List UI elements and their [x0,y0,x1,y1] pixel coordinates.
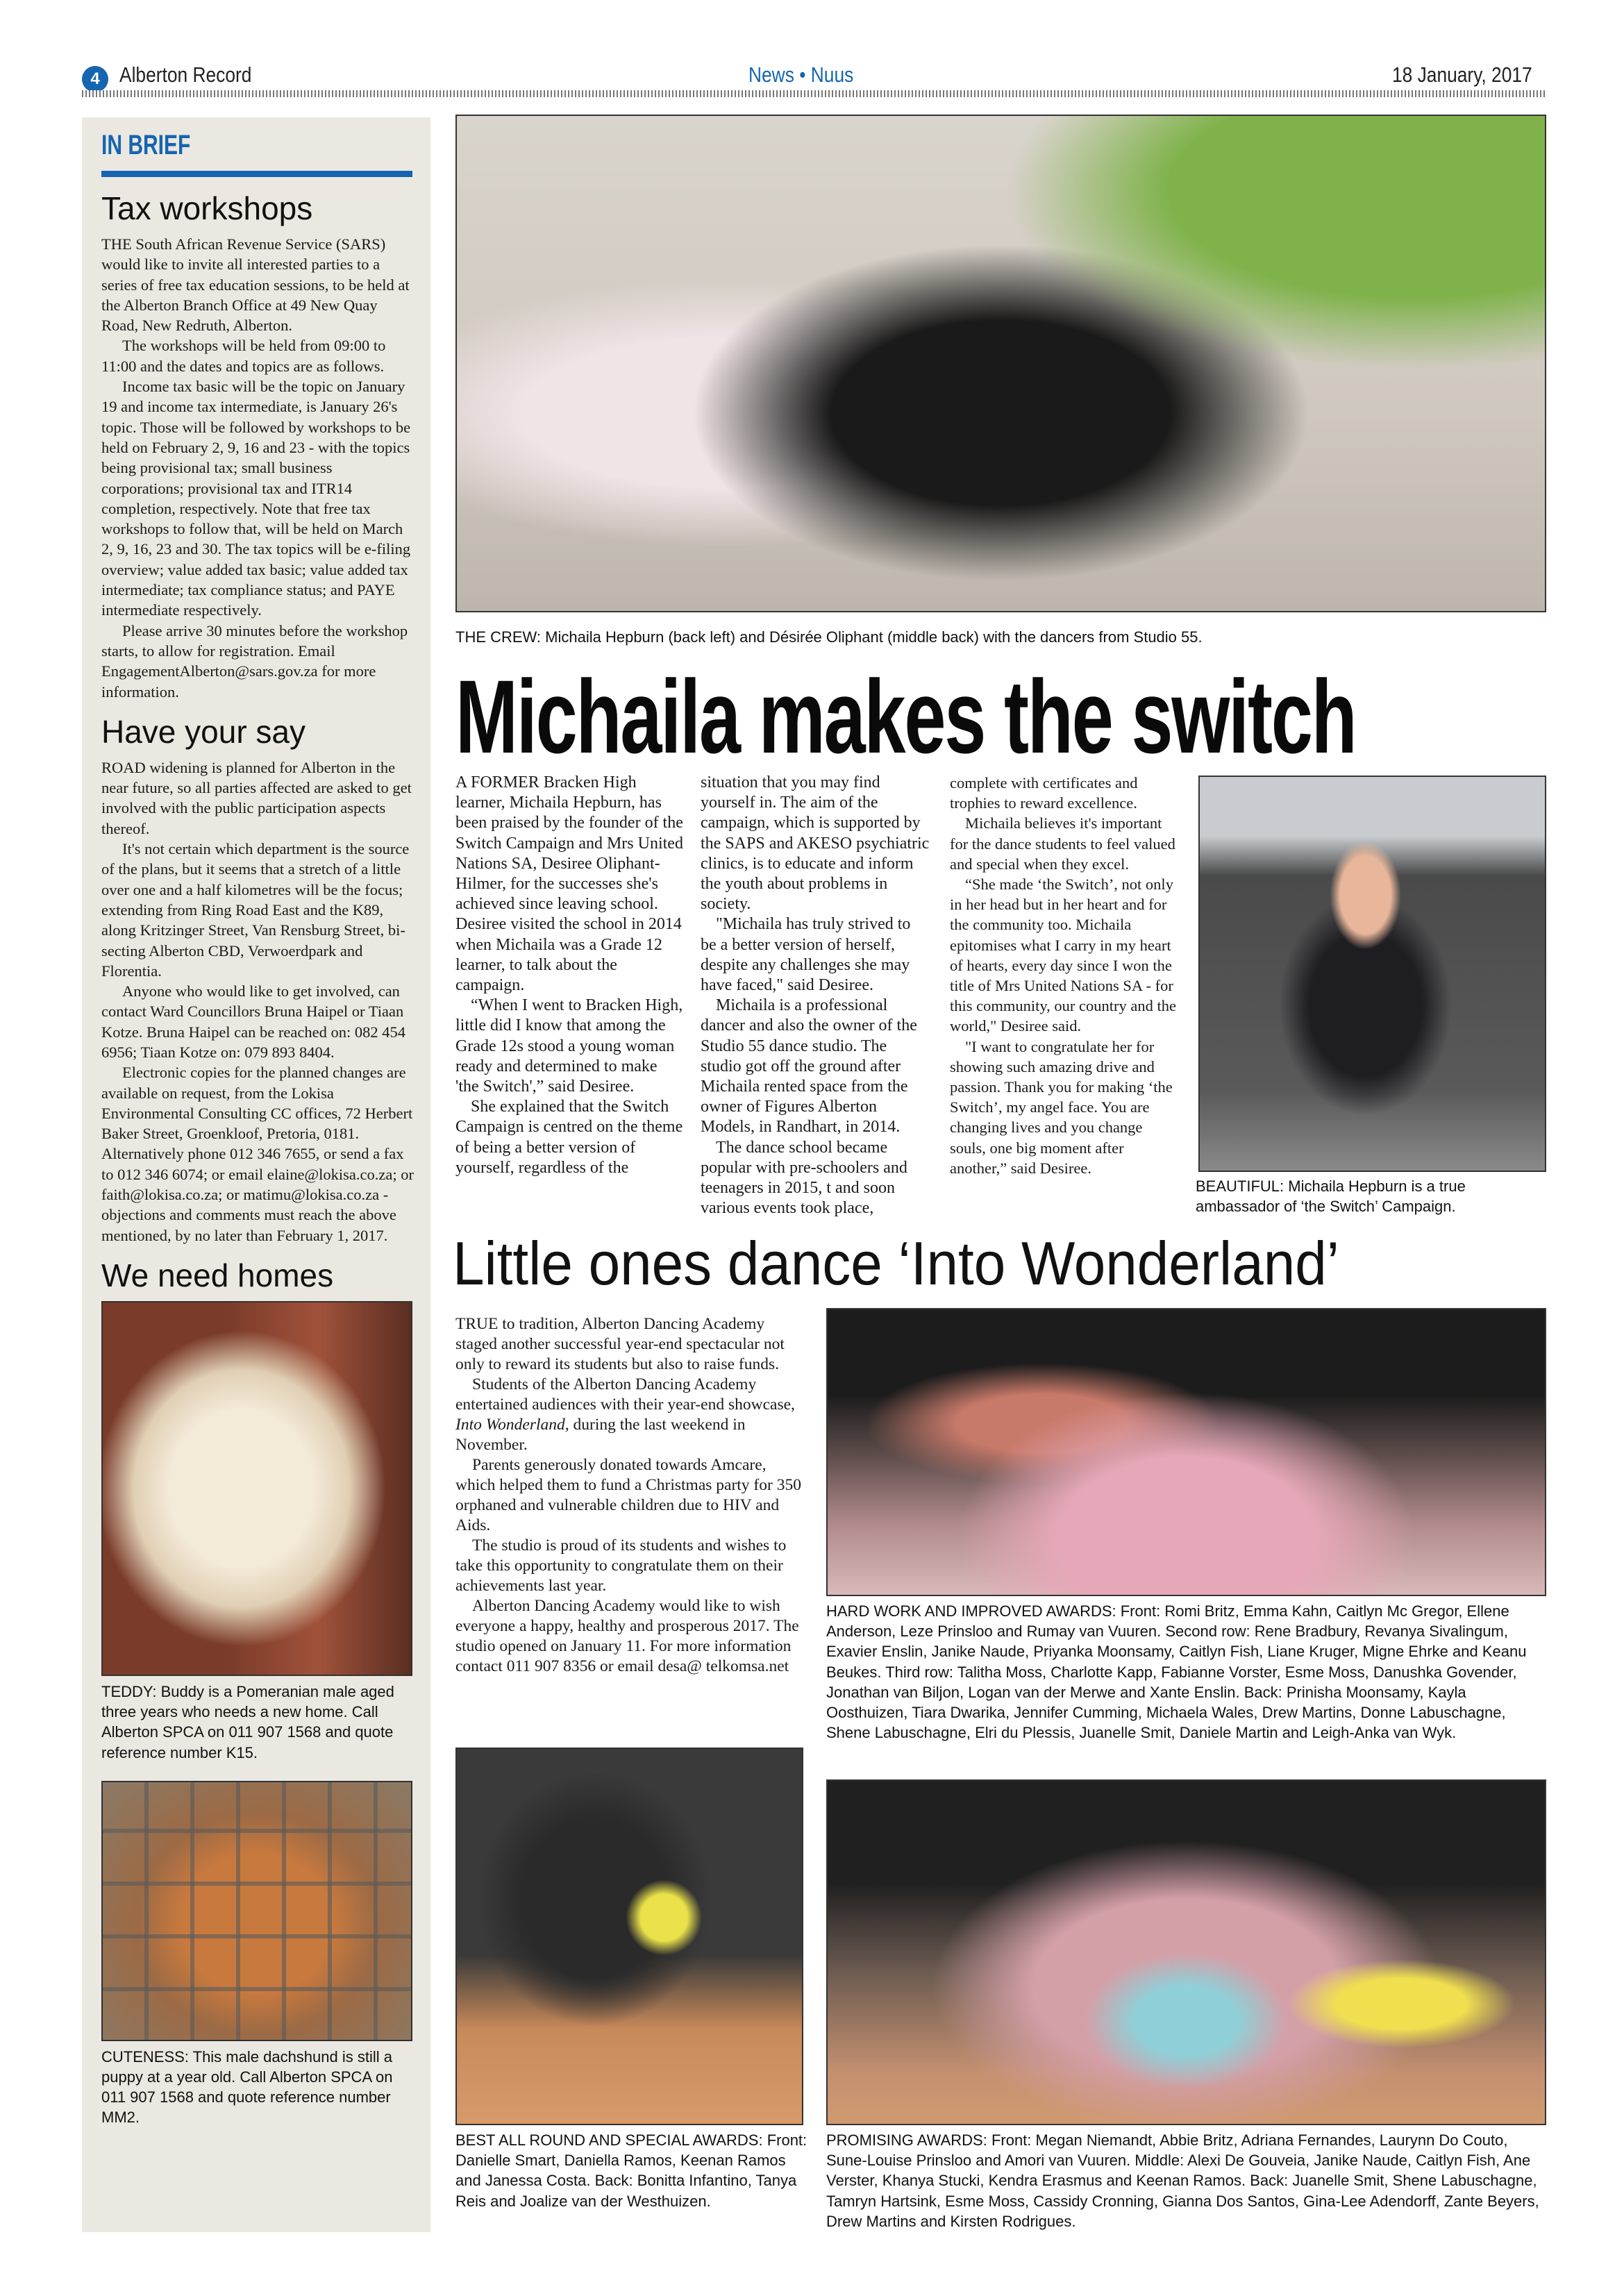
paragraph: A FORMER Bracken High learner, Michaila Hepburn, has been praised by the founder of the Switch Campaign and Mrs United Nations SA, Desiree Oliphant-Hilmer, for the successes she's achieved since leaving school. Desiree visited the school in 2014 when Michaila was a Grade 12 learner, to talk about the campaign. [455,773,683,995]
text: during the last weekend in November. [455,1416,746,1454]
wonderland-headline: Little ones dance ‘Into Wonderland’ [453,1229,1339,1298]
paragraph: She explained that the Switch Campaign is centred on the theme of being a better version of yourself, regardless of the [455,1098,683,1177]
tax-workshops-body [101,234,415,702]
paragraph [455,1375,803,1455]
promising-caption: PROMISING AWARDS: Front: Megan Niemandt, Abbie Britz, Adriana Fernandes, Laurynn Do Couto, Sune-Louise Prinsloo and Amori van Vuuren. Middle: Alexi De Gouveia, Janike Naude, Caitlyn Fish, Ane Verster, Khanya Stucki, Kendra Erasmus and Keenan Ramos. Back: Juanelle Smit, Shene Labuschagne, Tamryn Hartsink, Esme Moss, Cassidy Cronning, Gianna Dos Santos, Gina-Lee Adendorff, Zante Beyers, Drew Martins and Kirsten Rodrigues. [826,2131,1539,2230]
in-brief-label: IN BRIEF [101,130,191,160]
article-column-3 [950,773,1179,1178]
paragraph: Parents generously donated towards Amcare, which helped them to fund a Christmas party for 350 orphaned and vulnerable children due to HIV and Aids. [455,1456,801,1534]
text: Students of the Alberton Dancing Academy entertained audiences with their year-end showcase, [455,1375,795,1414]
divider [101,171,412,177]
dachshund-photo [101,1781,412,2041]
paragraph: The studio is proud of its students and wishes to take this opportunity to congratulate them on their achievements last year. [455,1536,787,1595]
in-brief-content [101,129,415,2146]
michaila-portrait-photo [1198,776,1546,1172]
paragraph: situation that you may find yourself in. The aim of the campaign, which is supported by the SAPS and AKESO psychiatric clinics, is to educate and inform the youth about problems in society. [701,773,930,914]
paragraph: Electronic copies for the planned changes are available on request, from the Lokisa Environmental Consulting CC offices, 72 Herbert Baker Street, Groenkloof, Pretoria, 0181. Alternatively phone 012 346 7655, or send a fax to 012 346 6074; or email elaine@lokisa.co.za; or faith@lokisa.co.za; or matimu@lokisa.co.za - objections and comments must reach the above mentioned, by no later than February 1, 2017. [101,1064,414,1244]
paragraph: ROAD widening is planned for Alberton in the near future, so all parties affected are asked to get involved with the public participation aspects thereof. [101,758,412,837]
paragraph: Income tax basic will be the topic on January 19 and income tax intermediate, is January 26's topic. Those will be followed by workshops to be held on February 2, 9, 16 and 23 - with the topics being provisional tax; small business corporations; provisional tax and ITR14 completion, respectively. Note that free tax workshops to follow that, will be held on March 2, 9, 16, 23 and 30. The tax topics will be e-filing overview; value added tax basic; value added tax intermediate; tax compliance status; and PAYE intermediate respectively. [101,378,411,619]
we-need-homes-heading: We need homes [101,1257,334,1293]
paragraph: Alberton Dancing Academy would like to wish everyone a happy, healthy and prosperous 2017. The studio opened on January 11. For more information contact 011 907 8356 or email desa@ telkomsa.net [455,1597,799,1675]
header-rule [82,90,1545,97]
paragraph: The dance school became popular with pre-schoolers and teenagers in 2015, t and soon various events took place, [701,1138,907,1218]
paragraph: “She made ‘the Switch’, not only in her head but in her heart and for the community too. Michaila epitomises what I carry in my heart of hearts, every day since I won the title of Mrs United Nations SA - for this community, our country and the world," Desiree said. [950,875,1176,1035]
tax-workshops-heading: Tax workshops [101,190,313,226]
section-label: News • Nuus [748,62,854,87]
show-title: Into Wonderland, [455,1416,569,1434]
promising-awards-photo [826,1779,1546,2125]
article-column-2 [701,773,930,1218]
beautiful-caption: BEAUTIFUL: Michaila Hepburn is a true ambassador of ‘the Switch’ Campaign. [1196,1178,1466,1216]
best-all-round-caption: BEST ALL ROUND AND SPECIAL AWARDS: Front: Danielle Smart, Daniella Ramos, Keenan Ramos and Janessa Costa. Back: Bonitta Infantino, Tanya Reis and Joalize van der Westhuizen. [455,2131,807,2210]
article-column-1 [455,773,685,1178]
paragraph: "I want to congratulate her for showing such amazing drive and passion. Thank you for making ‘the Switch’, my angel face. You are changing lives and you change souls, one big moment after another,” said Desiree. [950,1037,1173,1177]
paragraph: Please arrive 30 minutes before the workshop starts, to allow for registration. Email EngagementAlberton@sars.gov.za for more information. [101,621,408,701]
hard-work-caption: HARD WORK AND IMPROVED AWARDS: Front: Romi Britz, Emma Kahn, Caitlyn Mc Gregor, Ellene Anderson, Leze Prinsloo and Rumay van Vuuren. Second row: Rene Bradbury, Revanya Sivalingum, Exavier Enslin, Janike Naude, Priyanka Moonsamy, Caitlyn Fish, Liane Kruger, Migne Ehrke and Keanu Beukes. Third row: Talitha Moss, Charlotte Kapp, Fabianne Vorster, Esme Moss, Danushka Govender, Jonathan van Biljon, Logan van der Merwe and Xante Enslin. Back: Prinisha Moonsamy, Kayla Oosthuizen, Tiara Dwarika, Jennifer Cumming, Michaela Wales, Drew Martins, Donne Labuschagne, Shene Labuschagne, Elri du Plessis, Juanelle Smit, Daniele Martin and Leigh-Anka van Wyk. [826,1602,1527,1742]
have-your-say-body [101,757,415,1246]
paragraph: The workshops will be held from 09:00 to 11:00 and the dates and topics are as follows. [101,337,386,375]
paragraph: Michaila is a professional dancer and also the owner of the Studio 55 dance studio. The studio got off the ground after Michaila rented space from the owner of Figures Alberton Models, in Randhart, in 2014. [701,996,917,1137]
switch-headline: Michaila makes the switch [455,658,1356,775]
paragraph: “When I went to Bracken High, little did I know that among the Grade 12s stood a young woman ready and determined to make 'the Switch',” said Desiree. [455,996,683,1096]
publication-name: Alberton Record [119,62,252,87]
paragraph: It's not certain which department is the source of the plans, but it seems that a stretch of a little over one and a half kilometres will be the focus; extending from Ring Road East and the K89, along Kritzinger Street, Van Rensburg Street, bi-secting Alberton CBD, Verwoerdpark and Florentia. [101,840,410,980]
paragraph: complete with certificates and trophies to reward excellence. [950,774,1138,812]
paragraph: Michaila believes it's important for the dance students to feel valued and special when they excel. [950,814,1175,873]
paragraph: TRUE to tradition, Alberton Dancing Academy staged another successful year-end spectacular not only to reward its students but also to raise funds. [455,1315,785,1373]
paragraph: THE South African Revenue Service (SARS) would like to invite all interested parties to a series of free tax education sessions, to be held at the Alberton Branch Office at 49 New Quay Road, New Redruth, Alberton. [101,235,410,335]
wonderland-body [455,1314,803,1677]
cuteness-caption: CUTENESS: This male dachshund is still a puppy at a year old. Call Alberton SPCA on 011 907 1568 and quote reference number MM2. [101,2047,393,2127]
best-all-round-awards-photo [455,1748,803,2125]
issue-date: 18 January, 2017 [1392,62,1532,87]
paragraph: "Michaila has truly strived to be a better version of herself, despite any challenges she may have faced," said Desiree. [701,915,911,995]
hard-work-awards-photo [826,1308,1546,1596]
dance-crew-photo [455,115,1546,612]
paragraph: Anyone who would like to get involved, can contact Ward Councillors Bruna Haipel or Tiaan Kotze. Bruna Haipel can be reached on: 082 454 6956; Tiaan Kotze on: 079 893 8404. [101,982,405,1061]
crew-caption: THE CREW: Michaila Hepburn (back left) and Désirée Oliphant (middle back) with the dancers from Studio 55. [455,628,1203,646]
page-number-badge: 4 [82,66,108,92]
pomeranian-photo [101,1301,412,1676]
teddy-caption: TEDDY: Buddy is a Pomeranian male aged three years who needs a new home. Call Alberton SPCA on 011 907 1568 and quote reference number K15. [101,1682,394,1761]
have-your-say-heading: Have your say [101,713,306,750]
